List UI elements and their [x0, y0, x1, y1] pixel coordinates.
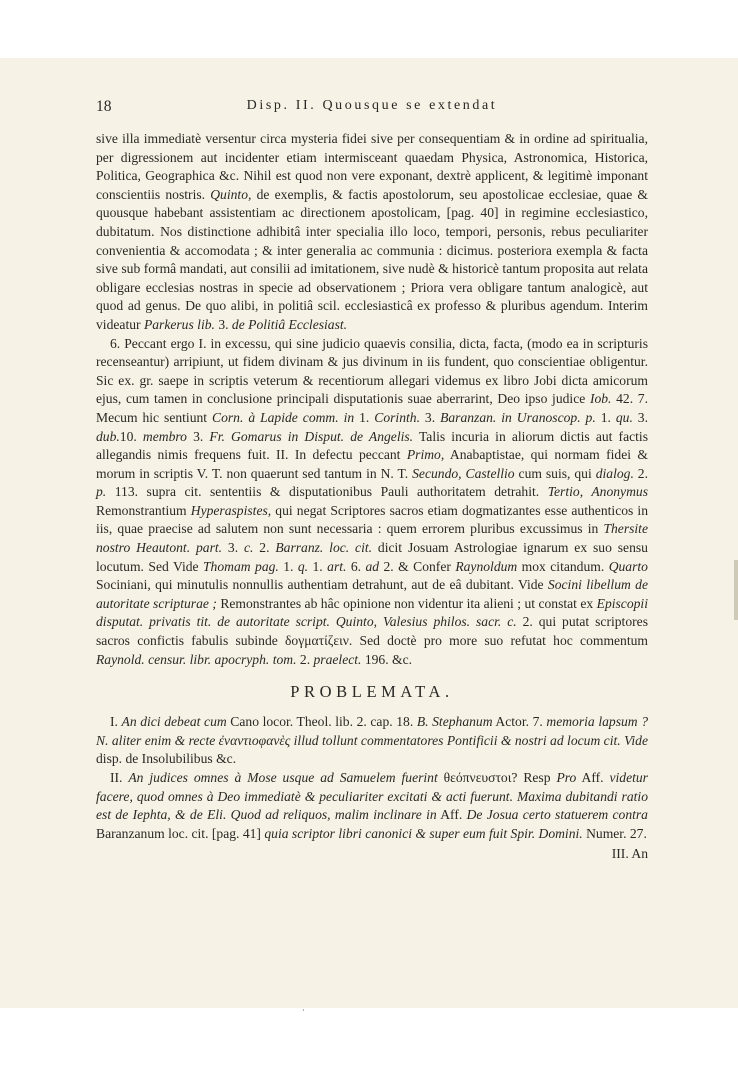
italic-run: praelect. — [313, 651, 362, 667]
italic-run: Pro — [556, 770, 577, 785]
italic-run: An judices omnes à Mose usque ad Samuelem fuerint — [128, 770, 438, 785]
italic-run: Raynoldum — [455, 558, 518, 574]
italic-run: Quarto — [608, 558, 648, 574]
running-title: Disp. II. Quousque se extendat — [246, 98, 498, 113]
problem-1: I. An dici debeat cum Cano locor. Theol. lib. 2. cap. 18. B. Stephanum Actor. 7. memoria lapsum ? N. aliter enim & recte ἐναντιοφανὲς illud tollunt commentatores Pontificii & nostri ad locum cit. Vide disp. de Insolubilibus &c. — [96, 714, 648, 767]
italic-run: Quinto, — [210, 186, 252, 202]
paragraph-6: 6. Peccant ergo I. in excessu, qui sine judicio quaevis consilia, dicta, facta, (modo ea in scripturis recenseantur) arripiunt, ut fidem divinam & jus divinum in iis fundent, quo conscientiae obligentur. Sic ex. gr. saepe in scriptis veterum & recentiorum allegari videmus ex libro Jobi dicta amicorum ejus, cum tamen in conclusione principali disputationis suae aberrarint, Deo ipso judice Iob. 42. 7. Mecum hic sentiunt Corn. à Lapide comm. in 1. Corinth. 3. Baranzan. in Uranoscop. p. 1. qu. 3. dub.10. membro 3. Fr. Gomarus in Disput. de Angelis. Talis incuria in aliorum dictis aut factis allegandis nimis frequens fuit. II. In defectu peccant Primo, Anabaptistae, qui normam fidei & morum in scriptis V. T. non quaerunt sed tantum in N. T. Secundo, Castellio cum suis, qui dialog. 2. p. 113. supra cit. sententiis & disputationibus Pauli authoritatem detrahit. Tertio, Anonymus Remonstrantium Hyperaspistes, qui negat Scriptores sacros etiam dogmatizantes esse authenticos in iis, quae praecise ad salutem non sunt necessaria : quem errorem pluribus excussimus in Thersite nostro Heautont. part. 3. c. 2. Barranz. loc. cit. dicit Josuam Astrologiae ignarum ex suo sensu locutum. Sed Vide Thomam pag. 1. q. 1. art. 6. ad 2. & Confer Raynoldum mox citandum. Quarto Sociniani, qui minutulis nonnullis authentiam detrahunt, aut de eâ dubitant. Vide Socini libellum de autoritate scripturae ; Remonstrantes ab hâc opinione non videntur ita alieni ; ut constat ex Episcopii disputat. privatis tit. de autoritate script. Quinto, Valesius philos. sacr. c. 2. qui putat scriptores sacros confictis fabulis subinde δογματίζειν. Sed doctè pro more suo refutat hoc commentum Raynold. censur. libr. apocryph. tom. 2. praelect. 196. &c. — [96, 335, 649, 667]
italic-run: dialog. — [595, 465, 634, 481]
page-header — [96, 98, 648, 120]
italic-run: Socini libellum de autoritate scripturae ; — [96, 577, 648, 611]
italic-run: p. — [96, 484, 107, 500]
page-number: 18 — [96, 98, 112, 115]
italic-run: Baranzan. in Uranoscop. p. — [440, 409, 596, 425]
italic-run: Secundo, Castellio — [412, 465, 515, 481]
italic-run: Fr. Gomarus in Disput. de Angelis. — [209, 428, 414, 444]
body-text — [96, 130, 648, 864]
italic-run: qu. — [615, 409, 633, 425]
italic-run: Episcopii disputat. privatis tit. de autoritate script. Quinto, Valesius philos. sacr. c. — [96, 595, 648, 630]
italic-run: Hyperaspistes, — [190, 502, 272, 518]
italic-run: Corn. à Lapide comm. in — [212, 409, 355, 425]
italic-run: Iob. — [589, 391, 612, 407]
stray-mark: · — [302, 1006, 305, 1015]
italic-run: de Politiâ Ecclesiast. — [231, 316, 348, 332]
italic-run: dub. — [96, 428, 120, 444]
italic-run: art. — [327, 558, 347, 574]
page-edge — [734, 560, 738, 620]
italic-run: Parkerus lib. — [143, 316, 215, 332]
italic-run: Corinth. — [374, 409, 420, 425]
italic-run: c. — [243, 540, 254, 556]
italic-run: An dici debeat cum — [121, 714, 227, 730]
paragraph-continuation: sive illa immediatè versentur circa mysteria fidei sive per consequentiam & in ordine ad spiritualia, per digressionem aut incidenter etiam intermisceant quaedam Physica, Astronomica, Historica, Politica, Geographica &c. Nihil est quod non vere exponant, dextrè applicent, & legitimè imponant conscientiis nostris. Quinto, de exemplis, & factis apostolorum, seu apostolicae ecclesiae, quae & quousque habebant assistentiam ac directionem apostolicam, [pag. 40] in regimine ecclesiastico, dubitatum. Nos distinctione adhibitâ inter specialia illo loco, tempori, personis, rebus peculiariter convenientia & accomodata ; & inter generalia ac communia : dicimus. posteriora exempla & facta sive sub formâ mandati, aut consilii ad imitationem, sive nudè & historicè tantum proposita aut relata obligare ecclesias nostras in specie ad observationem ; Priora vera obligare tantum analogicè, aut quod ad genus. De quo alibi, in politiâ scil. ecclesiasticâ ex professo & pluribus agendum. Interim videatur Parkerus lib. 3. de Politiâ Ecclesiast. — [96, 131, 648, 332]
italic-run: memoria lapsum ? N. aliter enim & recte ἐναντιοφανὲς illud tollunt commentatores Pontificii & nostri ad locum cit. Vide — [96, 714, 648, 748]
section-title: PROBLEMATA. — [290, 682, 454, 702]
problem-2: II. An judices omnes à Mose usque ad Samuelem fuerint θεόπνευστοι? Resp Pro Aff. videtur facere, quod omnes à Deo immediatè & peculiariter excitati & acti fuerunt. Maxima dubitandi ratio est de Iephta, & de Eli. Quod ad reliquos, malim inclinare in Aff. De Josua certo statuerem contra Baranzanum loc. cit. [pag. 41] quia scriptor libri canonici & super eum fuit Spir. Domini. Numer. 27. — [96, 770, 648, 841]
catchword: III. An — [611, 846, 648, 862]
italic-run: q. — [297, 558, 309, 574]
italic-run: videtur facere, quod omnes à Deo immediatè & peculiariter excitati & acti fuerunt. Maxima dubitandi ratio est de Iephta, & de Eli. Quod ad reliquos, malim inclinare in — [96, 770, 648, 823]
italic-run: ad — [365, 558, 380, 574]
italic-run: Primo, — [406, 447, 445, 463]
italic-run: quia scriptor libri canonici & super eum fuit Spir. Domini. — [264, 825, 583, 841]
italic-run: Raynold. censur. libr. apocryph. tom. — [96, 651, 297, 667]
italic-run: Barranz. loc. cit. — [275, 540, 373, 556]
italic-run: Thersite nostro Heautont. part. — [96, 521, 648, 556]
italic-run: Thomam pag. — [203, 558, 279, 574]
italic-run: De Josua certo statuerem contra — [466, 807, 648, 823]
italic-run: Tertio, Anonymus — [547, 484, 648, 500]
italic-run: B. Stephanum — [416, 714, 493, 730]
italic-run: membro — [142, 428, 187, 444]
